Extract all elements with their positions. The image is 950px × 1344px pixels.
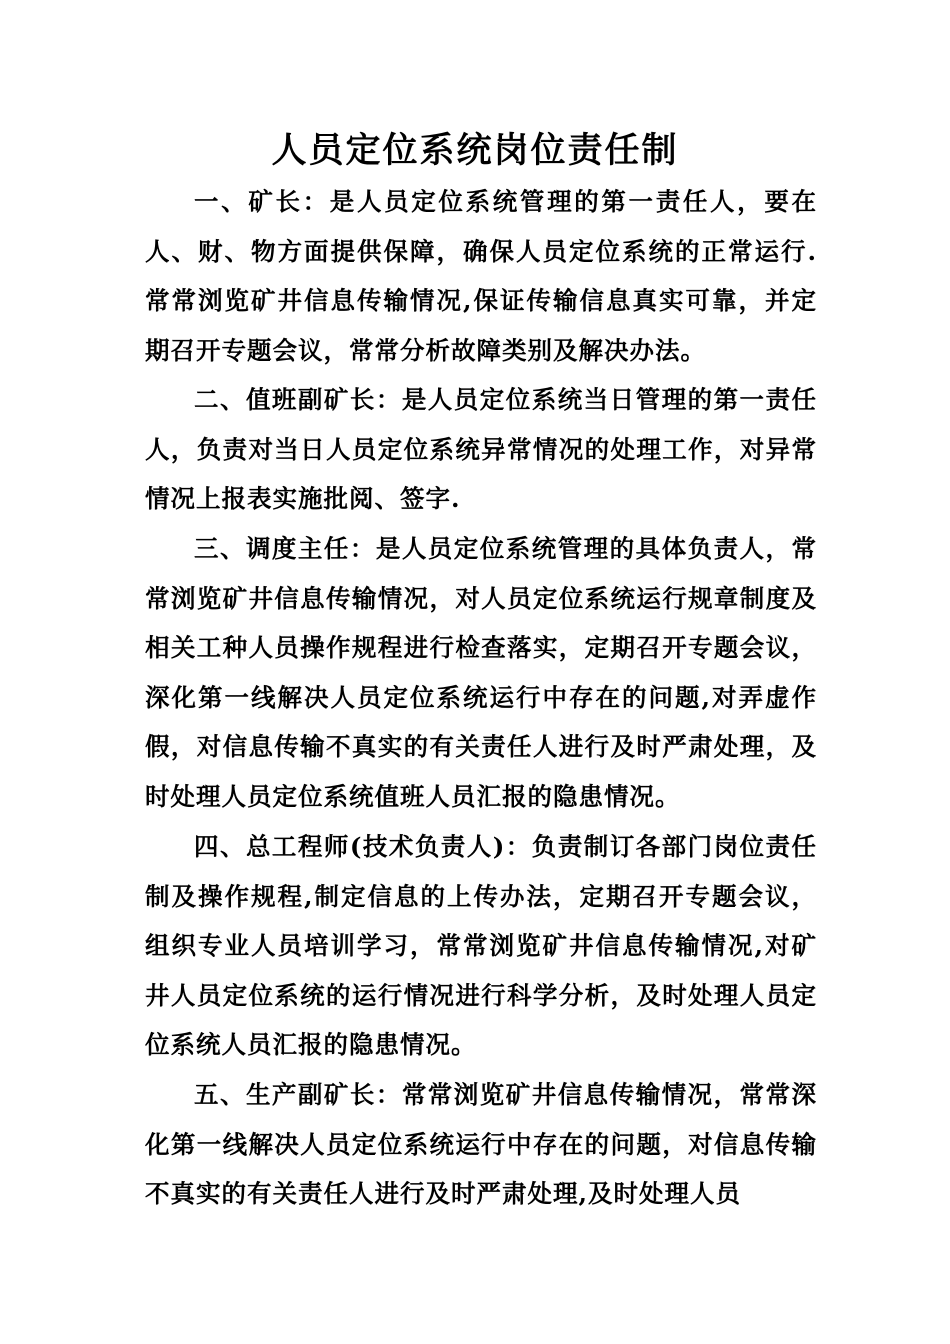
paragraph-duty-deputy-manager: 二、值班副矿长：是人员定位系统当日管理的第一责任人，负责对当日人员定位系统异常情况的处理工作，对异常情况上报表实施批阅、签字. (145, 385, 817, 513)
document-title: 人员定位系统岗位责任制 (271, 130, 679, 171)
paragraph-dispatch-director: 三、调度主任：是人员定位系统管理的具体负责人，常常浏览矿井信息传输情况，对人员定位系统运行规章制度及相关工种人员操作规程进行检查落实，定期召开专题会议，深化第一线解决人员定位系统运行中存在的问题,对弄虚作假，对信息传输不真实的有关责任人进行及时严肃处理，及时处理人员定位系统值班人员汇报的隐患情况。 (145, 534, 817, 811)
paragraph-chief-engineer: 四、总工程师(技术负责人)：负责制订各部门岗位责任制及操作规程,制定信息的上传办法，定期召开专题会议，组织专业人员培训学习，常常浏览矿井信息传输情况,对矿井人员定位系统的运行情况进行科学分析，及时处理人员定位系统人员汇报的隐患情况。 (145, 832, 817, 1059)
paragraph-mine-manager: 一、矿长：是人员定位系统管理的第一责任人，要在人、财、物方面提供保障，确保人员定位系统的正常运行.常常浏览矿井信息传输情况,保证传输信息真实可靠，并定期召开专题会议，常常分析故障类别及解决办法。 (145, 187, 817, 365)
paragraph-production-deputy-manager: 五、生产副矿长：常常浏览矿井信息传输情况，常常深化第一线解决人员定位系统运行中存在的问题，对信息传输不真实的有关责任人进行及时严肃处理,及时处理人员 (145, 1080, 817, 1208)
